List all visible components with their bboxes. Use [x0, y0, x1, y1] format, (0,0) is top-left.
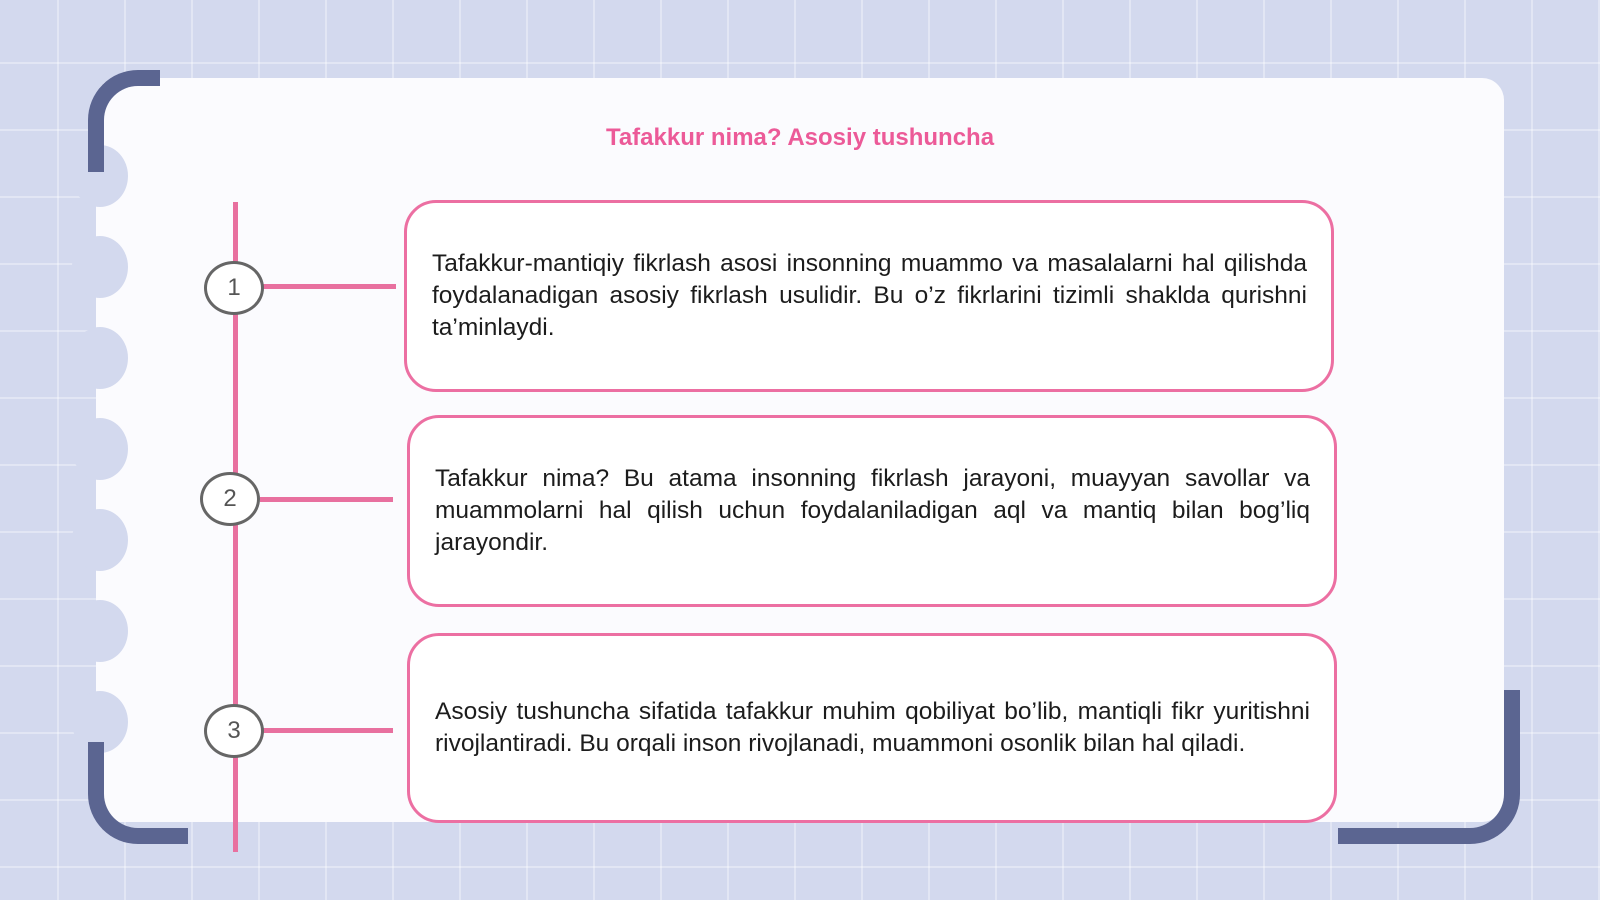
step-1-number-badge — [204, 261, 264, 315]
step-1-text: Tafakkur-mantiqiy fikrlash asosi insonning muammo va masalalarni hal qilishda foydalanadigan asosiy fikrlash usulidir. Bu o’z fikrlarini tizimli shaklda qurishni ta’minlaydi. — [432, 250, 1307, 341]
step-1-number: 1 — [227, 274, 241, 301]
step-3-number: 3 — [227, 717, 241, 744]
step-3-box — [407, 633, 1337, 823]
step-2-number: 2 — [223, 485, 237, 512]
paper-notch — [72, 327, 128, 389]
corner-bracket-bottom-right — [1338, 690, 1520, 844]
slide-title: Tafakkur nima? Asosiy tushuncha — [605, 124, 995, 151]
paper-notch — [72, 418, 128, 480]
paper-notch — [72, 509, 128, 571]
step-2-number-badge — [200, 472, 260, 526]
step-2-connector — [260, 497, 393, 502]
step-1-connector — [263, 284, 396, 289]
corner-bracket-bottom-left — [88, 742, 188, 844]
step-3-number-badge — [204, 704, 264, 758]
step-3-connector — [263, 728, 393, 733]
step-2-box — [407, 415, 1337, 607]
step-3-text: Asosiy tushuncha sifatida tafakkur muhim qobiliyat bo’lib, mantiqli fikr yuritishni rivojlantiradi. Bu orqali inson rivojlanadi, muammoni osonlik bilan hal qiladi. — [435, 698, 1310, 757]
corner-bracket-top-left — [88, 70, 160, 172]
paper-notch — [72, 236, 128, 298]
paper-notch — [72, 600, 128, 662]
step-1-box — [404, 200, 1334, 392]
step-2-text: Tafakkur nima? Bu atama insonning fikrlash jarayoni, muayyan savollar va muammolarni hal qilish uchun foydalaniladigan aql va mantiq bilan bog’liq jarayondir. — [435, 465, 1310, 556]
